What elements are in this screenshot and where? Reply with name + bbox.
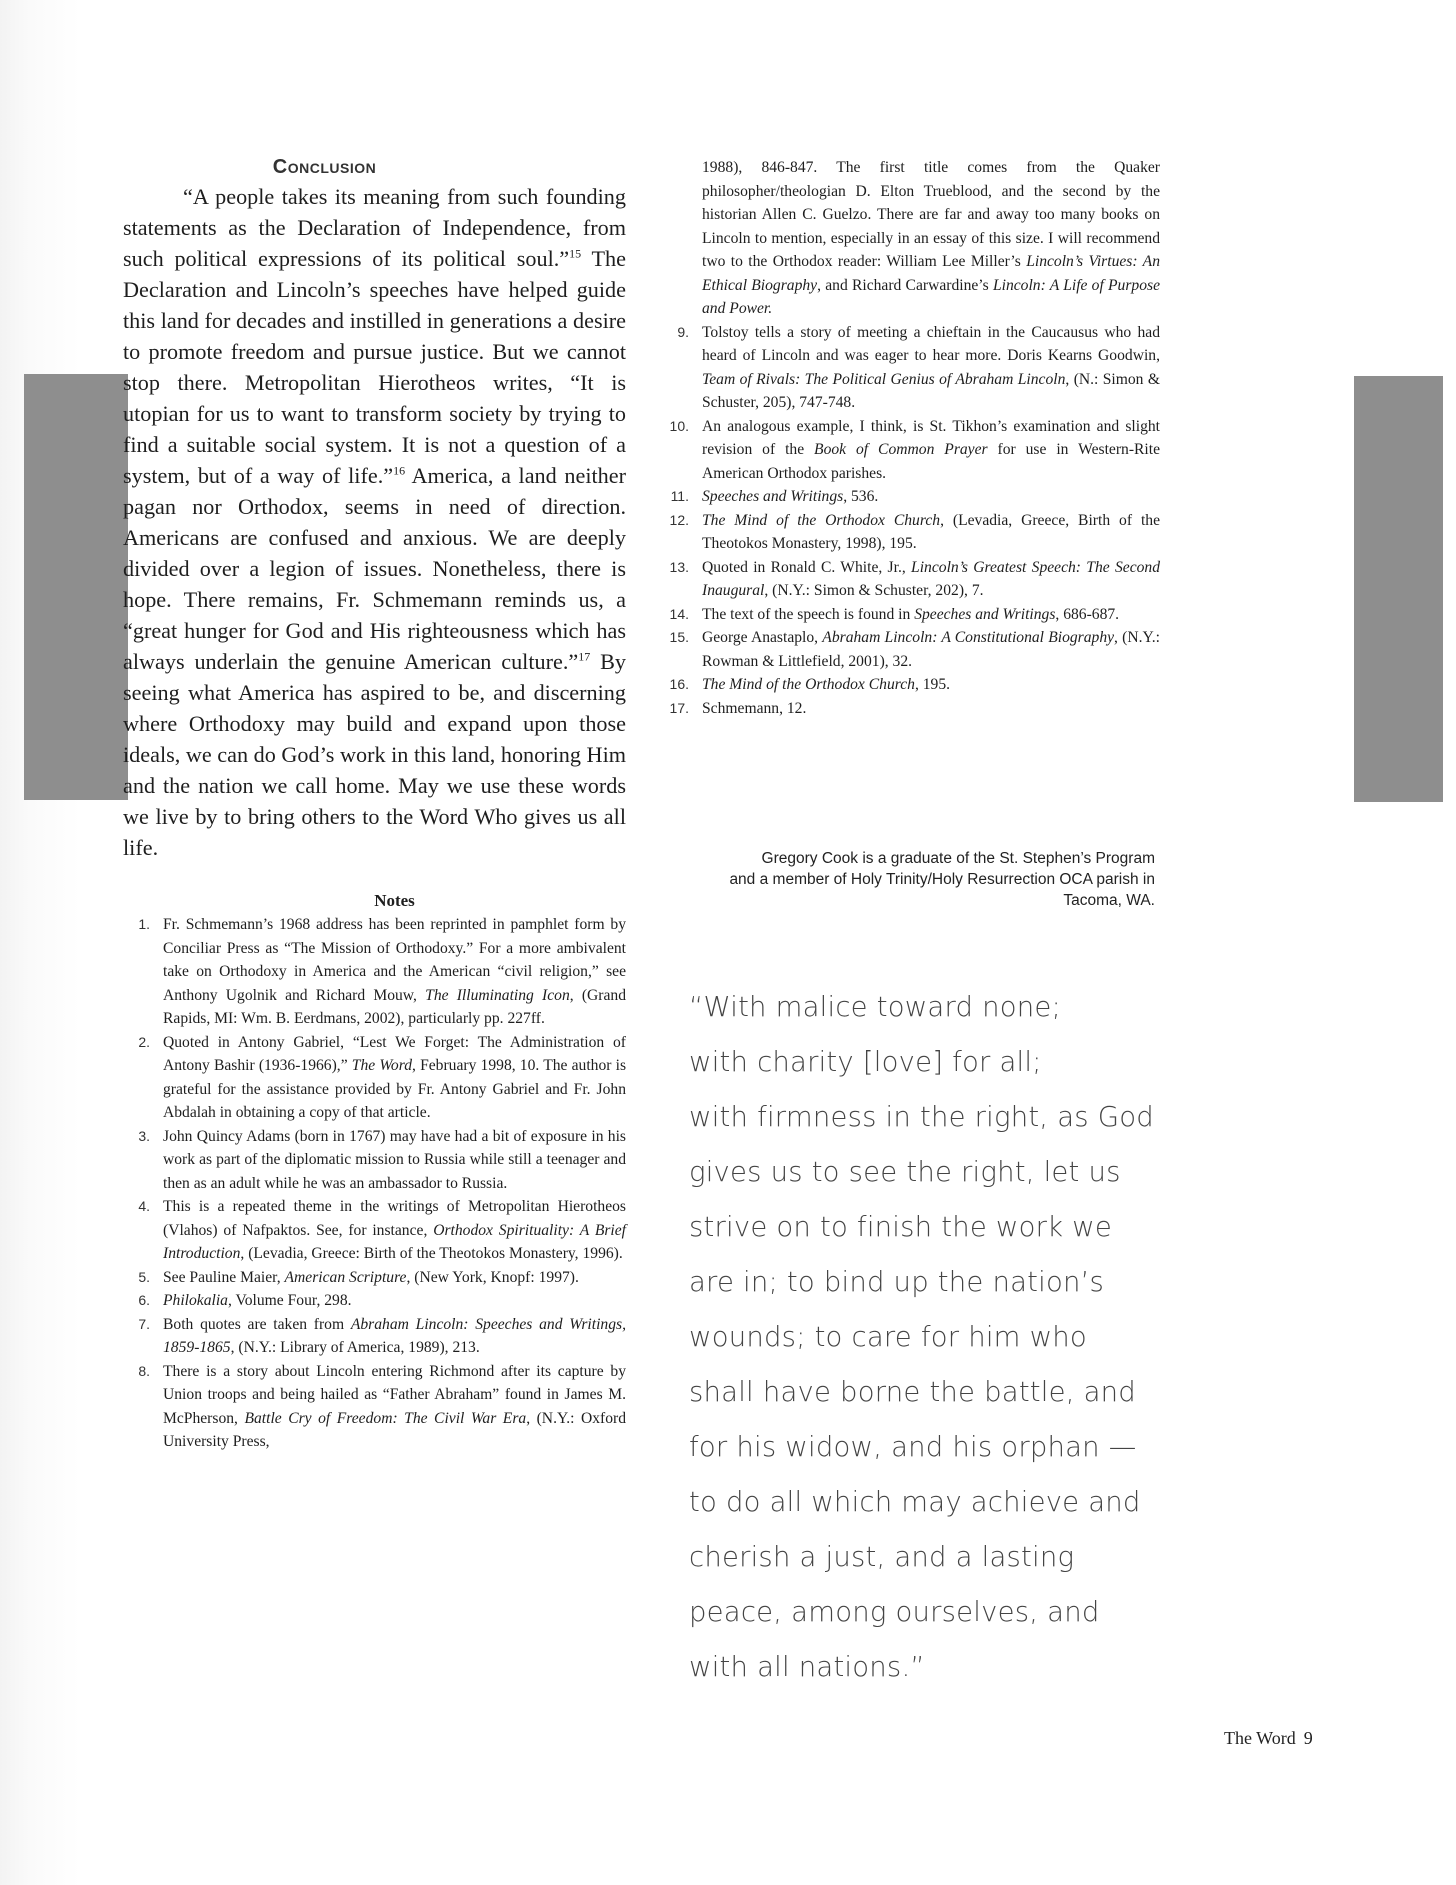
note-number: 10. xyxy=(669,417,689,434)
note-title: American Scripture xyxy=(284,1268,407,1286)
left-column xyxy=(123,156,626,1454)
publication-name: The Word xyxy=(1224,1728,1296,1748)
note-text: Tolstoy tells a story of meeting a chieftain in the Caucausus who had heard of Lincoln and was eager to hear more. Doris Kearns Goodwin, xyxy=(702,323,1160,364)
conclusion-text-4: By seeing what America has aspired to be, and discerning where Orthodoxy may build and expand upon those ideals, we can do God’s work in this land, honoring Him and the nation we call home. May we use these words we live by to bring others to the Word Who gives us all life. xyxy=(123,649,626,860)
note-text: This is a repeated theme in the writings of Metropolitan Hierotheos (Vlahos) of Nafpaktos. See, for instance, xyxy=(163,1198,626,1239)
pull-quote-line: are in; to bind up the nation’s xyxy=(689,1266,1105,1298)
note-text: , 195. xyxy=(914,676,951,693)
note-text: 1988), 846-847. The first title comes from the Quaker philosopher/theologian D. Elton Trueblood, and the second by the historian Allen C. Guelzo. There are far and away too many books on Lincoln to mention, especially in an essay of this size. I will recommend two to the Orthodox reader: William Lee Miller’s xyxy=(702,159,1160,270)
note-title: Speeches and Writings xyxy=(702,488,844,505)
conclusion-paragraph xyxy=(123,181,626,863)
note-text: , (N.Y.: Rowman & Littlefield, 2001), 32. xyxy=(702,629,1160,670)
pull-quote-line: for his widow, and his orphan — xyxy=(689,1431,1137,1463)
footnote-ref-15: 15 xyxy=(569,246,582,261)
conclusion-text-3: America, a land neither pagan nor Orthodox, seems in need of direction. Americans are confused and anxious. We are deeply divided over a legion of issues. Nonetheless, there is hope. There remains, Fr. Schmemann reminds us, a “great hunger for God and His righteousness which has always underlain the genuine American culture.” xyxy=(123,463,626,674)
pull-quote-line: with charity [love] for all; xyxy=(689,1046,1042,1078)
note-text: , (N.: Simon & Schuster, 205), 747-748. xyxy=(702,370,1160,411)
note-item xyxy=(662,485,1160,509)
pull-quote-line: “With malice toward none; xyxy=(689,991,1061,1023)
note-number: 16. xyxy=(669,676,689,692)
note-title: Abraham Lincoln: Speeches and Writings, 1859-1865 xyxy=(163,1315,626,1356)
author-bio-line: Tacoma, WA. xyxy=(1063,892,1155,909)
right-gray-bar xyxy=(1354,376,1443,802)
pull-quote-line: with all nations.” xyxy=(689,1651,925,1683)
note-item xyxy=(123,1360,626,1454)
note-title: The Word xyxy=(351,1057,413,1074)
note-item xyxy=(662,603,1160,627)
author-bio xyxy=(662,848,1155,911)
pull-quote-line: shall have borne the battle, and xyxy=(689,1376,1136,1408)
note-text: , Volume Four, 298. xyxy=(227,1292,352,1309)
pull-quote-line: peace, among ourselves, and xyxy=(689,1596,1100,1628)
note-number: 8. xyxy=(138,1362,150,1379)
note-text: , and Richard Carwardine’s xyxy=(817,276,993,294)
pull-quote-line: wounds; to care for him who xyxy=(689,1321,1087,1353)
note-title: Lincoln: A Life of Purpose and Power. xyxy=(702,276,1161,317)
pull-quote xyxy=(689,980,1209,1695)
author-bio-line: and a member of Holy Trinity/Holy Resurrection OCA parish in xyxy=(729,871,1155,888)
note-text: Quoted in Ronald C. White, Jr., xyxy=(702,558,912,576)
note-title: Philokalia xyxy=(163,1292,228,1309)
note-text: John Quincy Adams (born in 1767) may have had a bit of exposure in his work as part of the diplomatic mission to Russia while still a teenager and then as an adult while he was an ambassador to Russia. xyxy=(163,1127,626,1192)
note-number: 5. xyxy=(138,1268,150,1285)
note-item xyxy=(662,556,1160,603)
note-number: 2. xyxy=(138,1033,150,1050)
note-text: Fr. Schmemann’s 1968 address has been reprinted in pamphlet form by Conciliar Press as “The Mission of Orthodoxy.” For a more ambivalent take on Orthodoxy in America and the American “civil religion,” see Anthony Ugolnik and Richard Mouw, xyxy=(163,916,626,1004)
note-text: , 686-687. xyxy=(1055,605,1120,623)
folio xyxy=(1224,1728,1313,1749)
note-number: 13. xyxy=(669,558,689,575)
author-bio-line: Gregory Cook is a graduate of the St. Stephen’s Program xyxy=(761,850,1155,867)
note-text: , (New York, Knopf: 1997). xyxy=(406,1268,579,1286)
note-number: 12. xyxy=(669,511,689,528)
note-item xyxy=(123,1313,626,1360)
note-text: for use in Western-Rite American Orthodox parishes. xyxy=(702,441,1160,482)
conclusion-heading: Conclusion xyxy=(272,156,377,178)
notes-heading: Notes xyxy=(374,891,415,910)
conclusion-text-1: “A people takes its meaning from such founding statements as the Declaration of Independence, from such political expressions of its political soul.” xyxy=(123,184,626,271)
note-title: Abraham Lincoln: A Constitutional Biography xyxy=(822,629,1115,646)
pull-quote-line: gives us to see the right, let us xyxy=(689,1156,1121,1188)
note-text: , (N.Y.: Library of America, 1989), 213. xyxy=(230,1339,480,1356)
note-title: Lincoln’s Greatest Speech: The Second Inaugural xyxy=(702,558,1161,599)
note-number: 7. xyxy=(138,1315,150,1332)
note-item xyxy=(662,697,1160,721)
note-title: Lincoln’s Virtues: An Ethical Biography xyxy=(702,253,1160,294)
note-text: , 536. xyxy=(843,488,879,505)
note-item xyxy=(123,1125,626,1196)
note-title: The Mind of the Orthodox Church xyxy=(702,511,941,529)
note-number: 1. xyxy=(138,916,150,932)
note-text: , February 1998, 10. The author is grateful for the assistance provided by Fr. Antony Gabriel and Fr. John Abdalah in obtaining a copy of that article. xyxy=(163,1057,627,1121)
note-text: The text of the speech is found in xyxy=(702,605,915,623)
note-title: The Illuminating Icon xyxy=(425,986,570,1004)
note-text: , (N.Y.: Simon & Schuster, 202), 7. xyxy=(764,582,984,599)
note-number: 11. xyxy=(670,488,689,504)
note-number: 9. xyxy=(677,323,689,340)
note-title: Battle Cry of Freedom: The Civil War Era xyxy=(244,1409,527,1427)
left-gray-bar xyxy=(24,374,128,800)
note-title: Team of Rivals: The Political Genius of Abraham Lincoln xyxy=(702,370,1066,388)
note-number: 6. xyxy=(138,1292,150,1308)
note-item xyxy=(662,509,1160,556)
note-text: Quoted in Antony Gabriel, “Lest We Forget: The Administration of Antony Bashir (1936-1966),” xyxy=(163,1033,626,1074)
note-text: , (Levadia, Greece: Birth of the Theotokos Monastery, 1996). xyxy=(240,1245,623,1262)
note-item xyxy=(123,1266,626,1290)
note-item xyxy=(123,1031,626,1125)
pull-quote-line: with firmness in the right, as God xyxy=(689,1101,1154,1133)
note-item xyxy=(662,415,1160,486)
note-title: Speeches and Writings xyxy=(914,605,1056,623)
footnote-ref-17: 17 xyxy=(578,649,591,664)
note-text: Both quotes are taken from xyxy=(163,1315,351,1333)
note-item xyxy=(123,913,626,1031)
note-item xyxy=(123,1289,626,1313)
note-number: 15. xyxy=(669,629,689,645)
note-text: , (N.Y.: Oxford University Press, xyxy=(163,1409,626,1450)
note-text: An analogous example, I think, is St. Tikhon’s examination and slight revision of the xyxy=(702,417,1160,458)
pull-quote-line: strive on to finish the work we xyxy=(689,1211,1112,1243)
note-item xyxy=(662,673,1160,697)
pull-quote-line: to do all which may achieve and xyxy=(689,1486,1141,1518)
note-number: 17. xyxy=(669,699,689,716)
note-title: Book of Common Prayer xyxy=(814,441,988,458)
note-text: George Anastaplo, xyxy=(702,629,823,646)
notes-list-left xyxy=(123,913,626,1454)
note-title: Orthodox Spirituality: A Brief Introduction xyxy=(163,1221,626,1262)
note-number: 14. xyxy=(669,605,689,622)
footnote-ref-16: 16 xyxy=(393,463,406,478)
notes-list-right xyxy=(662,321,1160,721)
note-text: See Pauline Maier, xyxy=(163,1268,285,1286)
conclusion-text-2: The Declaration and Lincoln’s speeches have helped guide this land for decades and instilled in generations a desire to promote freedom and pursue justice. But we cannot stop there. Metropolitan Hierotheos writes, “It is utopian for us to want to transform society by trying to find a suitable social system. It is not a question of a system, but of a way of life.” xyxy=(123,246,626,488)
note-text: , (Levadia, Greece, Birth of the Theotokos Monastery, 1998), 195. xyxy=(702,511,1160,552)
note-title: The Mind of the Orthodox Church xyxy=(702,676,915,693)
pull-quote-line: cherish a just, and a lasting xyxy=(689,1541,1075,1573)
page-number: 9 xyxy=(1303,1728,1313,1748)
note-text: Schmemann, 12. xyxy=(702,699,807,717)
note-8-continued xyxy=(662,156,1160,321)
note-number: 4. xyxy=(138,1198,150,1214)
note-text: There is a story about Lincoln entering Richmond after its capture by Union troops and being hailed as “Father Abraham” found in James M. McPherson, xyxy=(163,1362,626,1427)
right-column xyxy=(662,156,1160,720)
note-item xyxy=(662,626,1160,673)
note-item xyxy=(662,321,1160,415)
note-item xyxy=(123,1195,626,1266)
note-number: 3. xyxy=(138,1127,150,1144)
note-text: , (Grand Rapids, MI: Wm. B. Eerdmans, 2002), particularly pp. 227ff. xyxy=(163,986,627,1027)
